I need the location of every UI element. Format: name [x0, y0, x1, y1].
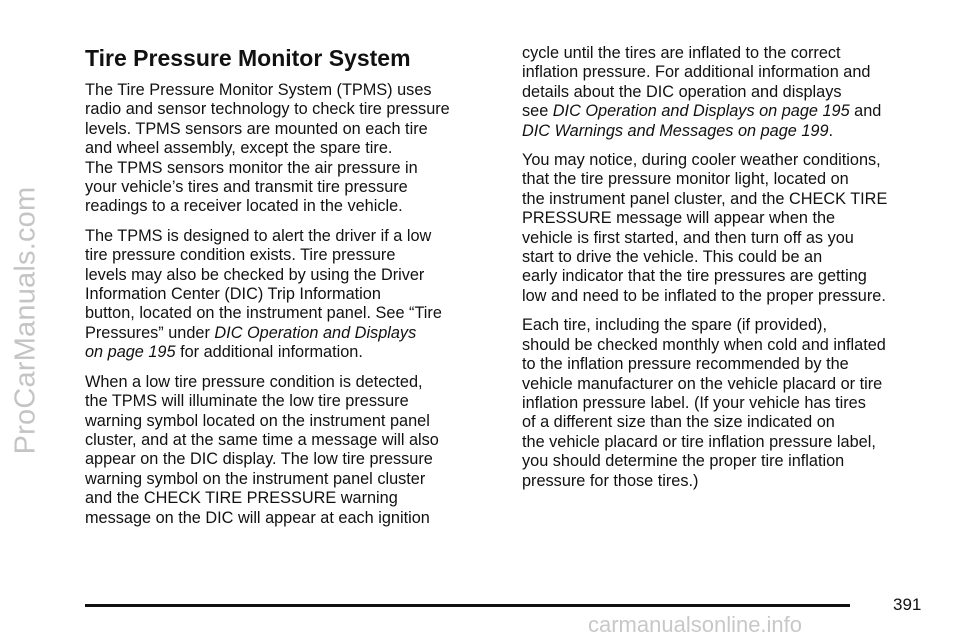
text-line: should be checked monthly when cold and inflated [522, 335, 886, 354]
text-line: low and need to be inflated to the proper pressure. [522, 286, 886, 305]
text-line: the vehicle placard or tire inflation pressure label, [522, 432, 876, 451]
text-line: cycle until the tires are inflated to the correct [522, 44, 841, 62]
text-fragment: and [849, 102, 882, 121]
text-line: The Tire Pressure Monitor System (TPMS) uses [85, 81, 432, 99]
right-paragraph-1 [522, 44, 932, 141]
text-line: and wheel assembly, except the spare tire. [85, 139, 393, 158]
text-line: warning symbol on the instrument panel cluster [85, 469, 426, 488]
text-line: appear on the DIC display. The low tire pressure [85, 450, 433, 469]
left-paragraph-2 [85, 227, 495, 363]
footer-rule [85, 604, 850, 607]
text-line: Each tire, including the spare (if provided), [522, 316, 827, 335]
text-line: levels. TPMS sensors are mounted on each tire [85, 119, 428, 138]
left-column [85, 44, 495, 538]
text-line: to the inflation pressure recommended by the [522, 355, 849, 374]
text-line: the instrument panel cluster, and the CHECK TIRE [522, 189, 888, 208]
text-line: radio and sensor technology to check tire pressure [85, 100, 450, 119]
text-line [85, 324, 495, 343]
text-fragment: for additional information. [175, 343, 363, 362]
text-line: you should determine the proper tire inflation [522, 452, 845, 471]
cross-reference-link: DIC Operation and Displays on page 195 [552, 102, 850, 121]
cross-reference-link: DIC Warnings and Messages on page 199 [522, 121, 829, 140]
page-number: 391 [893, 595, 922, 614]
side-watermark-text: ProCarManuals.com [9, 186, 42, 454]
text-line [85, 343, 495, 362]
text-line: button, located on the instrument panel. See “Tire [85, 304, 442, 323]
text-fragment: see [522, 102, 553, 121]
text-line: that the tire pressure monitor light, located on [522, 170, 849, 189]
cross-reference-link: DIC Operation and Displays [214, 323, 417, 342]
text-line: start to drive the vehicle. This could be an [522, 248, 823, 267]
text-line: the TPMS will illuminate the low tire pressure [85, 392, 409, 411]
text-line: When a low tire pressure condition is detected, [85, 372, 423, 391]
text-line: warning symbol located on the instrument panel [85, 411, 430, 430]
left-paragraph-3 [85, 373, 495, 528]
text-line: vehicle is first started, and then turn off as you [522, 228, 854, 247]
text-fragment: . [828, 121, 834, 140]
text-line: The TPMS sensors monitor the air pressure in [85, 158, 418, 177]
text-line: pressure for those tires.) [522, 471, 699, 490]
text-line: cluster, and at the same time a message will also [85, 430, 439, 449]
text-line: The TPMS is designed to alert the driver if a low [85, 226, 432, 245]
text-line: vehicle manufacturer on the vehicle placard or tire [522, 374, 883, 393]
text-line: readings to a receiver located in the vehicle. [85, 197, 403, 216]
text-line: levels may also be checked by using the Driver [85, 265, 425, 284]
text-fragment: Pressures” under [85, 323, 215, 342]
text-line: tire pressure condition exists. Tire pressure [85, 246, 396, 265]
text-line: message on the DIC will appear at each ignition [85, 508, 430, 527]
text-line [522, 122, 932, 141]
text-line: and the CHECK TIRE PRESSURE warning [85, 489, 398, 508]
bottom-watermark: carmanualsonline.info [588, 612, 803, 637]
text-line: your vehicle’s tires and transmit tire pressure [85, 178, 408, 197]
cross-reference-link: on page 195 [85, 343, 176, 362]
text-line: inflation pressure. For additional information and [522, 63, 871, 82]
side-watermark [4, 0, 48, 640]
right-paragraph-2 [522, 151, 932, 306]
text-line: PRESSURE message will appear when the [522, 209, 836, 228]
text-line: Information Center (DIC) Trip Information [85, 285, 381, 304]
text-line: inflation pressure label. (If your vehicle has tires [522, 393, 866, 412]
text-line [522, 102, 932, 121]
left-paragraph-1 [85, 81, 495, 217]
text-line: of a different size than the size indicated on [522, 413, 835, 432]
text-line: details about the DIC operation and displays [522, 82, 842, 101]
right-column [522, 44, 932, 501]
section-title: Tire Pressure Monitor System [85, 45, 411, 71]
right-paragraph-3 [522, 316, 932, 491]
text-line: early indicator that the tire pressures are getting [522, 267, 867, 286]
text-line: You may notice, during cooler weather conditions, [522, 151, 881, 170]
